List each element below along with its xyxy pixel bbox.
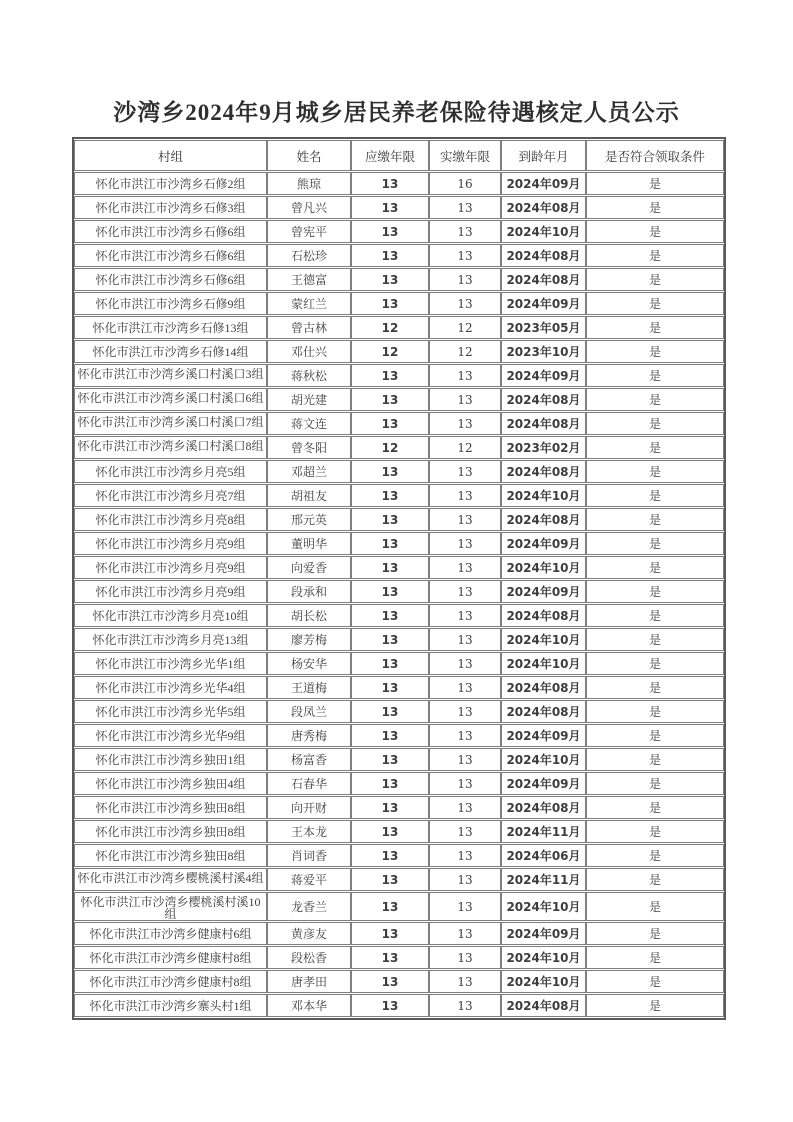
- table-row: [74, 244, 724, 267]
- name-cell: 肖词香: [267, 844, 351, 867]
- eligible-cell: 是: [586, 268, 724, 291]
- table-row: [74, 388, 724, 411]
- actual-years-cell: 13: [429, 412, 501, 435]
- eligible-cell: 是: [586, 724, 724, 747]
- age-date-cell: 2024年10月: [501, 748, 586, 771]
- village-cell: 怀化市洪江市沙湾乡独田8组: [74, 844, 267, 867]
- actual-years-cell: 13: [429, 292, 501, 315]
- village-cell: 怀化市洪江市沙湾乡石修2组: [74, 172, 267, 195]
- name-cell: 董明华: [267, 532, 351, 555]
- actual-years-cell: 13: [429, 220, 501, 243]
- table-row: [74, 772, 724, 795]
- name-cell: 邢元英: [267, 508, 351, 531]
- table-body: [74, 172, 724, 1017]
- age-date-cell: 2024年09月: [501, 922, 586, 945]
- eligible-cell: 是: [586, 844, 724, 867]
- required-years-cell: 13: [351, 484, 429, 507]
- table-row: [74, 796, 724, 819]
- eligible-cell: 是: [586, 970, 724, 993]
- required-years-cell: 13: [351, 508, 429, 531]
- eligible-cell: 是: [586, 676, 724, 699]
- eligible-cell: 是: [586, 436, 724, 459]
- village-cell: 怀化市洪江市沙湾乡独田8组: [74, 796, 267, 819]
- eligible-cell: 是: [586, 244, 724, 267]
- name-cell: 蒋爱平: [267, 868, 351, 891]
- table-row: [74, 172, 724, 195]
- table-row: [74, 676, 724, 699]
- actual-years-cell: 13: [429, 580, 501, 603]
- required-years-cell: 13: [351, 220, 429, 243]
- village-cell: 怀化市洪江市沙湾乡石修6组: [74, 268, 267, 291]
- age-date-cell: 2024年10月: [501, 220, 586, 243]
- required-years-cell: 13: [351, 922, 429, 945]
- age-date-cell: 2023年05月: [501, 316, 586, 339]
- name-cell: 唐孝田: [267, 970, 351, 993]
- village-cell: 怀化市洪江市沙湾乡溪口村溪口7组: [74, 412, 267, 435]
- required-years-cell: 13: [351, 172, 429, 195]
- name-cell: 邓仕兴: [267, 340, 351, 363]
- name-cell: 蒋秋松: [267, 364, 351, 387]
- village-cell: 怀化市洪江市沙湾乡溪口村溪口6组: [74, 388, 267, 411]
- age-date-cell: 2024年08月: [501, 268, 586, 291]
- table-row: [74, 820, 724, 843]
- eligible-cell: 是: [586, 748, 724, 771]
- required-years-cell: 13: [351, 412, 429, 435]
- age-date-cell: 2024年08月: [501, 508, 586, 531]
- actual-years-cell: 13: [429, 892, 501, 921]
- village-cell: 怀化市洪江市沙湾乡石修13组: [74, 316, 267, 339]
- eligible-cell: 是: [586, 172, 724, 195]
- age-date-cell: 2024年08月: [501, 196, 586, 219]
- eligible-cell: 是: [586, 484, 724, 507]
- required-years-cell: 13: [351, 460, 429, 483]
- name-cell: 杨富香: [267, 748, 351, 771]
- table-row: [74, 292, 724, 315]
- required-years-cell: 13: [351, 196, 429, 219]
- village-cell: 怀化市洪江市沙湾乡光华9组: [74, 724, 267, 747]
- eligible-cell: 是: [586, 388, 724, 411]
- actual-years-cell: 13: [429, 820, 501, 843]
- village-cell: 怀化市洪江市沙湾乡月亮9组: [74, 580, 267, 603]
- name-cell: 邓本华: [267, 994, 351, 1017]
- required-years-cell: 13: [351, 556, 429, 579]
- age-date-cell: 2024年08月: [501, 700, 586, 723]
- actual-years-cell: 13: [429, 364, 501, 387]
- required-years-cell: 13: [351, 292, 429, 315]
- table-row: [74, 484, 724, 507]
- actual-years-cell: 12: [429, 436, 501, 459]
- eligible-cell: 是: [586, 604, 724, 627]
- age-date-cell: 2024年08月: [501, 244, 586, 267]
- table-row: [74, 412, 724, 435]
- required-years-cell: 12: [351, 316, 429, 339]
- required-years-cell: 13: [351, 994, 429, 1017]
- name-cell: 曾宪平: [267, 220, 351, 243]
- village-cell: 怀化市洪江市沙湾乡樱桃溪村溪4组: [74, 868, 267, 891]
- eligible-cell: 是: [586, 412, 724, 435]
- name-cell: 胡光建: [267, 388, 351, 411]
- eligible-cell: 是: [586, 700, 724, 723]
- age-date-cell: 2024年10月: [501, 628, 586, 651]
- age-date-cell: 2024年09月: [501, 292, 586, 315]
- name-cell: 曾冬阳: [267, 436, 351, 459]
- actual-years-cell: 12: [429, 316, 501, 339]
- name-cell: 熊琼: [267, 172, 351, 195]
- table-row: [74, 922, 724, 945]
- actual-years-cell: 13: [429, 868, 501, 891]
- table-header: [74, 140, 724, 171]
- column-header-name-cell: 姓名: [267, 140, 351, 171]
- table-row: [74, 556, 724, 579]
- table-row: [74, 748, 724, 771]
- column-header-eligible-cell: 是否符合领取条件: [586, 140, 724, 171]
- village-cell: 怀化市洪江市沙湾乡石修14组: [74, 340, 267, 363]
- age-date-cell: 2024年08月: [501, 604, 586, 627]
- eligible-cell: 是: [586, 532, 724, 555]
- name-cell: 廖芳梅: [267, 628, 351, 651]
- actual-years-cell: 16: [429, 172, 501, 195]
- village-cell: 怀化市洪江市沙湾乡光华5组: [74, 700, 267, 723]
- required-years-cell: 13: [351, 748, 429, 771]
- name-cell: 王道梅: [267, 676, 351, 699]
- page-title: 沙湾乡2024年9月城乡居民养老保险待遇核定人员公示: [113, 100, 680, 125]
- table-row: [74, 868, 724, 891]
- eligible-cell: 是: [586, 628, 724, 651]
- village-cell: 怀化市洪江市沙湾乡月亮9组: [74, 532, 267, 555]
- table-row: [74, 196, 724, 219]
- eligible-cell: 是: [586, 892, 724, 921]
- name-cell: 石春华: [267, 772, 351, 795]
- required-years-cell: 13: [351, 970, 429, 993]
- name-cell: 曾凡兴: [267, 196, 351, 219]
- eligible-cell: 是: [586, 340, 724, 363]
- age-date-cell: 2024年09月: [501, 724, 586, 747]
- required-years-cell: 13: [351, 388, 429, 411]
- age-date-cell: 2024年09月: [501, 172, 586, 195]
- required-years-cell: 13: [351, 580, 429, 603]
- village-cell: 怀化市洪江市沙湾乡月亮10组: [74, 604, 267, 627]
- required-years-cell: 13: [351, 820, 429, 843]
- village-cell: 怀化市洪江市沙湾乡月亮8组: [74, 508, 267, 531]
- table-row: [74, 604, 724, 627]
- age-date-cell: 2024年11月: [501, 868, 586, 891]
- required-years-cell: 13: [351, 796, 429, 819]
- name-cell: 段凤兰: [267, 700, 351, 723]
- column-header-required-years-cell: 应缴年限: [351, 140, 429, 171]
- village-cell: 怀化市洪江市沙湾乡樱桃溪村溪10组: [74, 892, 267, 921]
- required-years-cell: 13: [351, 868, 429, 891]
- eligible-cell: 是: [586, 820, 724, 843]
- age-date-cell: 2024年10月: [501, 970, 586, 993]
- name-cell: 唐秀梅: [267, 724, 351, 747]
- eligible-cell: 是: [586, 220, 724, 243]
- village-cell: 怀化市洪江市沙湾乡光华1组: [74, 652, 267, 675]
- village-cell: 怀化市洪江市沙湾乡月亮9组: [74, 556, 267, 579]
- name-cell: 黄彦友: [267, 922, 351, 945]
- eligible-cell: 是: [586, 868, 724, 891]
- village-cell: 怀化市洪江市沙湾乡独田1组: [74, 748, 267, 771]
- actual-years-cell: 13: [429, 796, 501, 819]
- village-cell: 怀化市洪江市沙湾乡寨头村1组: [74, 994, 267, 1017]
- table-row: [74, 268, 724, 291]
- table-row: [74, 340, 724, 363]
- table-row: [74, 844, 724, 867]
- required-years-cell: 13: [351, 532, 429, 555]
- required-years-cell: 13: [351, 946, 429, 969]
- age-date-cell: 2024年10月: [501, 652, 586, 675]
- table-row: [74, 892, 724, 921]
- required-years-cell: 12: [351, 436, 429, 459]
- village-cell: 怀化市洪江市沙湾乡石修3组: [74, 196, 267, 219]
- village-cell: 怀化市洪江市沙湾乡健康村8组: [74, 970, 267, 993]
- actual-years-cell: 13: [429, 268, 501, 291]
- table-row: [74, 652, 724, 675]
- age-date-cell: 2024年09月: [501, 580, 586, 603]
- name-cell: 胡长松: [267, 604, 351, 627]
- eligible-cell: 是: [586, 292, 724, 315]
- age-date-cell: 2024年08月: [501, 796, 586, 819]
- village-cell: 怀化市洪江市沙湾乡独田8组: [74, 820, 267, 843]
- column-header-age-date-cell: 到龄年月: [501, 140, 586, 171]
- table-row: [74, 316, 724, 339]
- eligible-cell: 是: [586, 796, 724, 819]
- required-years-cell: 13: [351, 652, 429, 675]
- actual-years-cell: 13: [429, 196, 501, 219]
- name-cell: 邓超兰: [267, 460, 351, 483]
- name-cell: 王德富: [267, 268, 351, 291]
- required-years-cell: 13: [351, 268, 429, 291]
- required-years-cell: 13: [351, 604, 429, 627]
- actual-years-cell: 13: [429, 388, 501, 411]
- table-row: [74, 436, 724, 459]
- name-cell: 蒋文连: [267, 412, 351, 435]
- actual-years-cell: 13: [429, 946, 501, 969]
- age-date-cell: 2023年02月: [501, 436, 586, 459]
- eligible-cell: 是: [586, 460, 724, 483]
- required-years-cell: 13: [351, 628, 429, 651]
- eligible-cell: 是: [586, 922, 724, 945]
- village-cell: 怀化市洪江市沙湾乡健康村6组: [74, 922, 267, 945]
- required-years-cell: 13: [351, 364, 429, 387]
- table-row: [74, 220, 724, 243]
- table-row: [74, 628, 724, 651]
- table-row: [74, 700, 724, 723]
- village-cell: 怀化市洪江市沙湾乡光华4组: [74, 676, 267, 699]
- village-cell: 怀化市洪江市沙湾乡月亮5组: [74, 460, 267, 483]
- actual-years-cell: 13: [429, 532, 501, 555]
- eligible-cell: 是: [586, 994, 724, 1017]
- table-row: [74, 508, 724, 531]
- village-cell: 怀化市洪江市沙湾乡月亮7组: [74, 484, 267, 507]
- name-cell: 蒙红兰: [267, 292, 351, 315]
- eligible-cell: 是: [586, 316, 724, 339]
- eligible-cell: 是: [586, 946, 724, 969]
- table-row: [74, 946, 724, 969]
- required-years-cell: 13: [351, 892, 429, 921]
- actual-years-cell: 13: [429, 460, 501, 483]
- village-cell: 怀化市洪江市沙湾乡石修6组: [74, 244, 267, 267]
- actual-years-cell: 13: [429, 556, 501, 579]
- village-cell: 怀化市洪江市沙湾乡月亮13组: [74, 628, 267, 651]
- required-years-cell: 12: [351, 340, 429, 363]
- name-cell: 段承和: [267, 580, 351, 603]
- table-row: [74, 364, 724, 387]
- eligible-cell: 是: [586, 556, 724, 579]
- age-date-cell: 2024年08月: [501, 460, 586, 483]
- table-row: [74, 532, 724, 555]
- village-cell: 怀化市洪江市沙湾乡独田4组: [74, 772, 267, 795]
- age-date-cell: 2024年09月: [501, 364, 586, 387]
- actual-years-cell: 13: [429, 508, 501, 531]
- actual-years-cell: 13: [429, 484, 501, 507]
- eligible-cell: 是: [586, 580, 724, 603]
- eligible-cell: 是: [586, 196, 724, 219]
- name-cell: 石松珍: [267, 244, 351, 267]
- actual-years-cell: 13: [429, 244, 501, 267]
- required-years-cell: 13: [351, 724, 429, 747]
- village-cell: 怀化市洪江市沙湾乡健康村8组: [74, 946, 267, 969]
- name-cell: 胡祖友: [267, 484, 351, 507]
- eligible-cell: 是: [586, 508, 724, 531]
- column-header-village-cell: 村组: [74, 140, 267, 171]
- age-date-cell: 2024年09月: [501, 772, 586, 795]
- actual-years-cell: 13: [429, 970, 501, 993]
- name-cell: 龙香兰: [267, 892, 351, 921]
- actual-years-cell: 13: [429, 724, 501, 747]
- age-date-cell: 2024年08月: [501, 994, 586, 1017]
- table-row: [74, 460, 724, 483]
- village-cell: 怀化市洪江市沙湾乡溪口村溪口8组: [74, 436, 267, 459]
- required-years-cell: 13: [351, 844, 429, 867]
- actual-years-cell: 13: [429, 844, 501, 867]
- table-row: [74, 724, 724, 747]
- age-date-cell: 2024年10月: [501, 892, 586, 921]
- column-header-actual-years-cell: 实缴年限: [429, 140, 501, 171]
- table-row: [74, 994, 724, 1017]
- age-date-cell: 2024年11月: [501, 820, 586, 843]
- village-cell: 怀化市洪江市沙湾乡石修9组: [74, 292, 267, 315]
- actual-years-cell: 13: [429, 700, 501, 723]
- name-cell: 向开财: [267, 796, 351, 819]
- actual-years-cell: 13: [429, 676, 501, 699]
- village-cell: 怀化市洪江市沙湾乡石修6组: [74, 220, 267, 243]
- required-years-cell: 13: [351, 676, 429, 699]
- village-cell: 怀化市洪江市沙湾乡溪口村溪口3组: [74, 364, 267, 387]
- required-years-cell: 13: [351, 772, 429, 795]
- age-date-cell: 2024年08月: [501, 676, 586, 699]
- pension-roster-table: [72, 137, 726, 1020]
- name-cell: 杨安华: [267, 652, 351, 675]
- eligible-cell: 是: [586, 772, 724, 795]
- age-date-cell: 2024年10月: [501, 556, 586, 579]
- name-cell: 曾古林: [267, 316, 351, 339]
- name-cell: 王本龙: [267, 820, 351, 843]
- required-years-cell: 13: [351, 244, 429, 267]
- actual-years-cell: 13: [429, 628, 501, 651]
- name-cell: 段松香: [267, 946, 351, 969]
- actual-years-cell: 13: [429, 772, 501, 795]
- age-date-cell: 2024年06月: [501, 844, 586, 867]
- eligible-cell: 是: [586, 652, 724, 675]
- age-date-cell: 2024年09月: [501, 532, 586, 555]
- table-row: [74, 970, 724, 993]
- actual-years-cell: 13: [429, 994, 501, 1017]
- age-date-cell: 2024年08月: [501, 412, 586, 435]
- table-row: [74, 580, 724, 603]
- age-date-cell: 2024年08月: [501, 388, 586, 411]
- actual-years-cell: 12: [429, 340, 501, 363]
- actual-years-cell: 13: [429, 922, 501, 945]
- actual-years-cell: 13: [429, 652, 501, 675]
- required-years-cell: 13: [351, 700, 429, 723]
- age-date-cell: 2024年10月: [501, 484, 586, 507]
- table-header-row: [74, 140, 724, 171]
- age-date-cell: 2024年10月: [501, 946, 586, 969]
- actual-years-cell: 13: [429, 604, 501, 627]
- age-date-cell: 2023年10月: [501, 340, 586, 363]
- name-cell: 向爱香: [267, 556, 351, 579]
- actual-years-cell: 13: [429, 748, 501, 771]
- eligible-cell: 是: [586, 364, 724, 387]
